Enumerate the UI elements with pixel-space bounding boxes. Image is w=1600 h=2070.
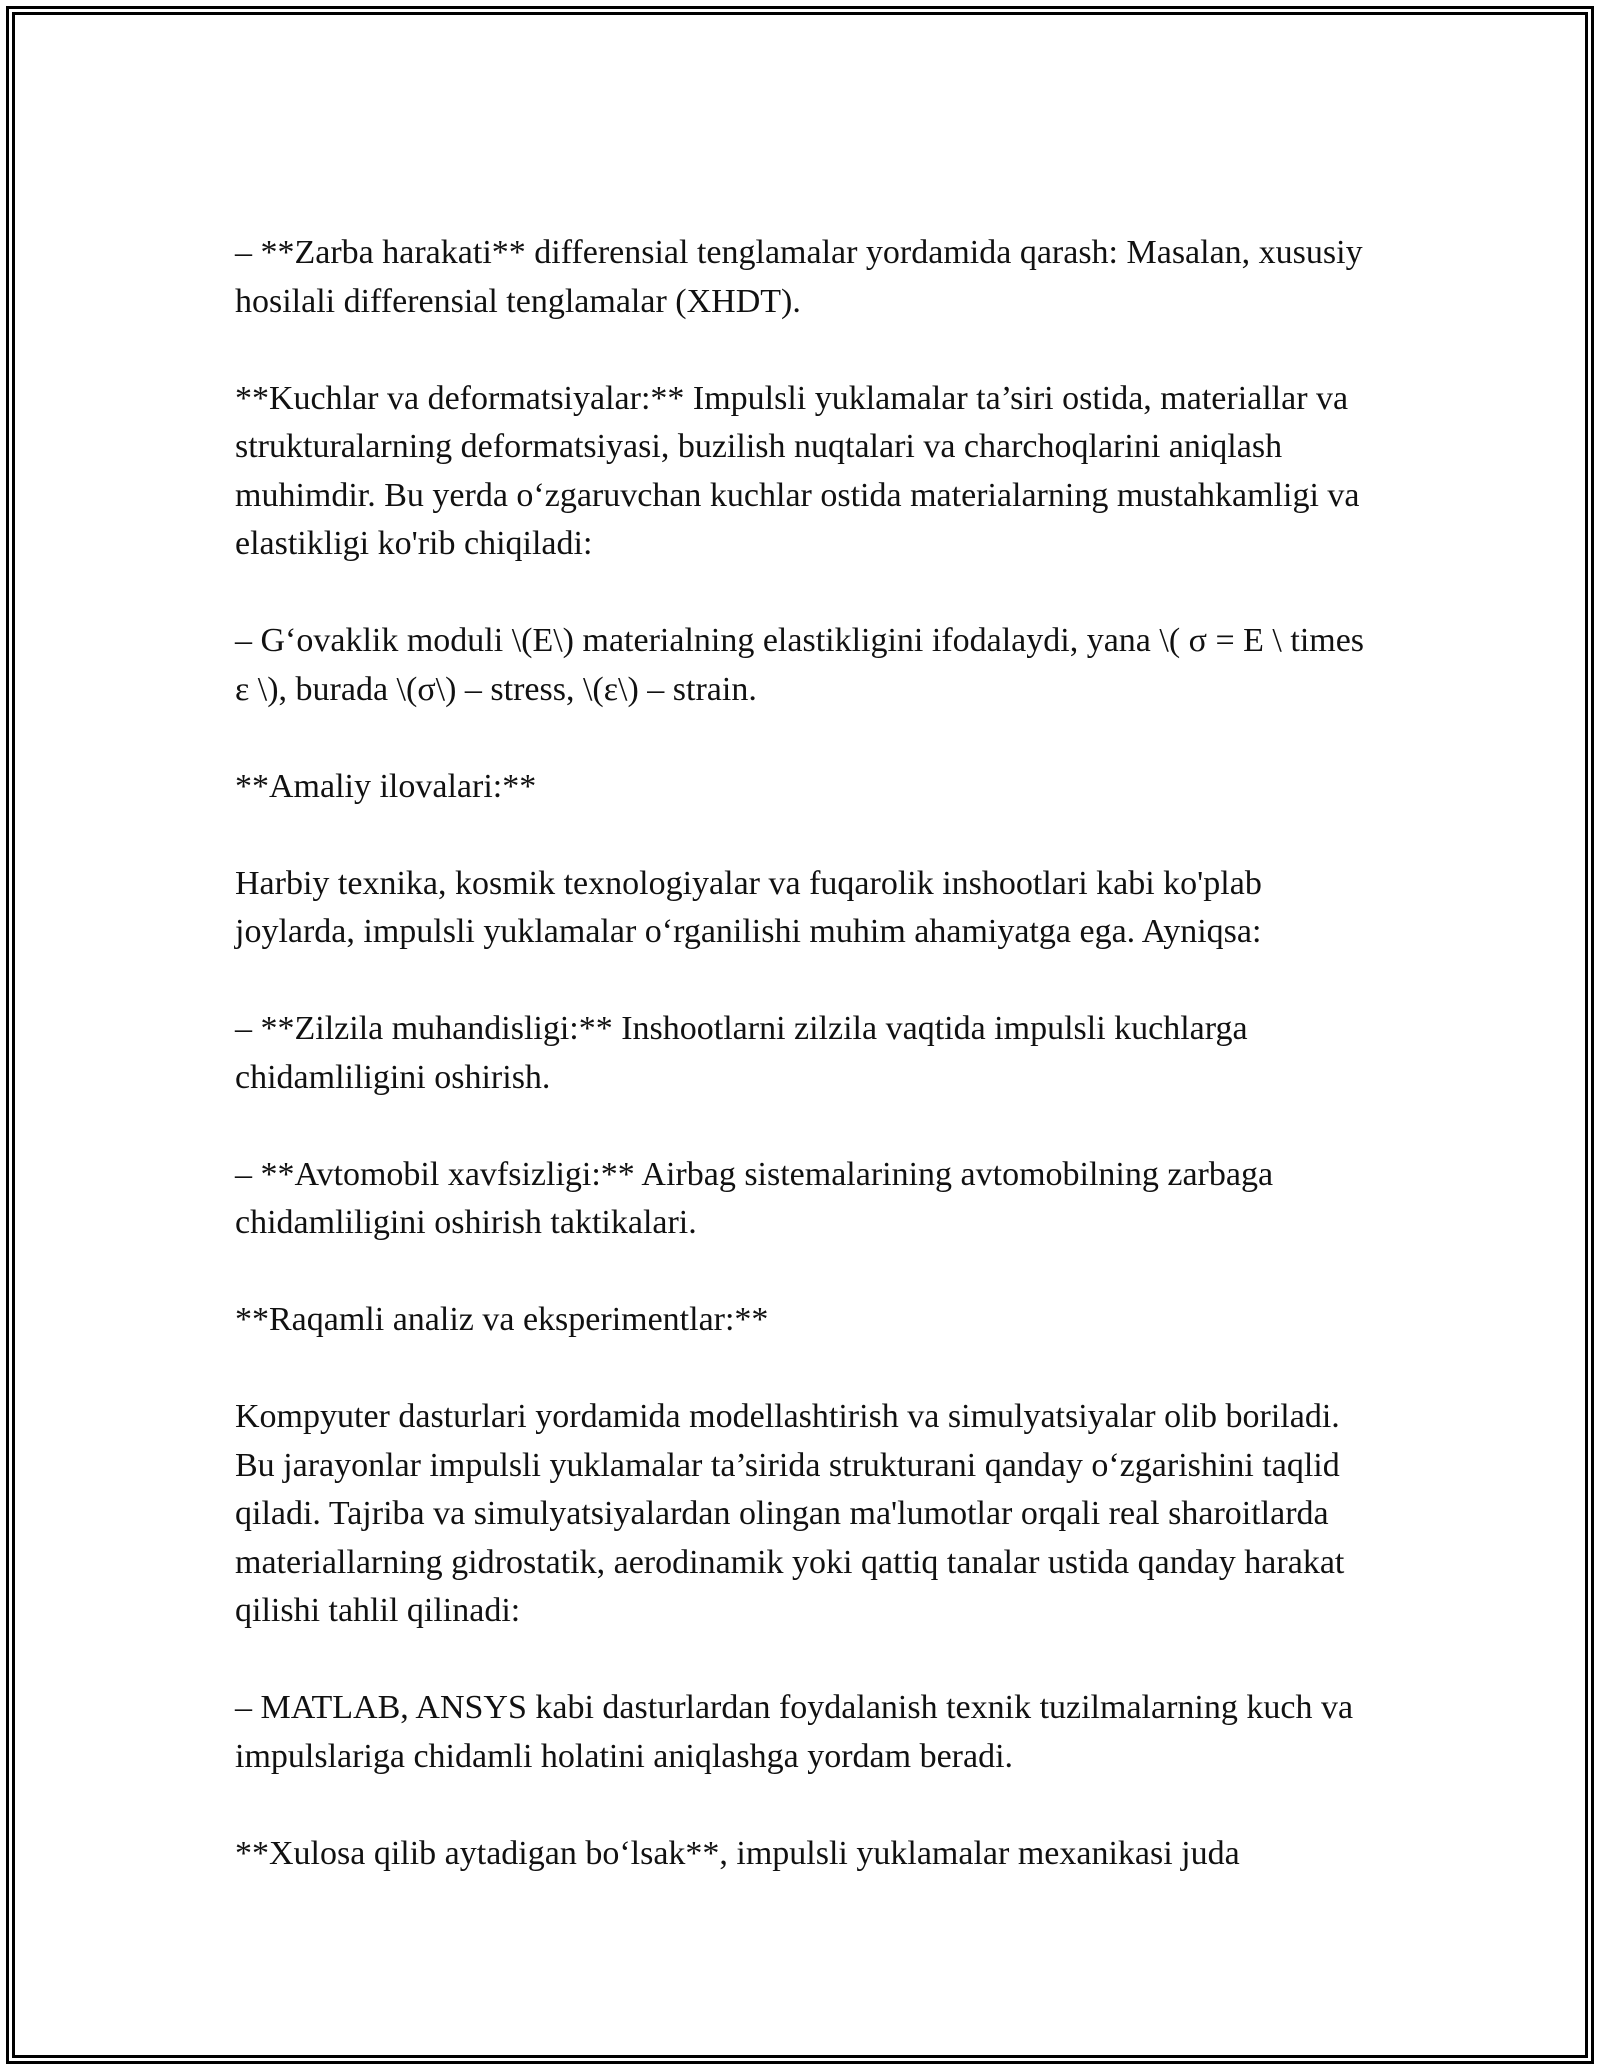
- paragraph-govaklik-moduli: – G‘ovaklik moduli \(E\) materialning elastikligini ifodalaydi, yana \( σ = E \ times ε \), burada \(σ\) – stress, \(ε\) – strain.: [235, 622, 1365, 708]
- paragraph-matlab-ansys: – MATLAB, ANSYS kabi dasturlardan foydalanish texnik tuzilmalarning kuch va impulslariga chidamli holatini aniqlashga yordam beradi.: [235, 1689, 1354, 1775]
- document-body: [235, 229, 1385, 1878]
- paragraph-kompyuter-dasturlari: Kompyuter dasturlari yordamida modellashtirish va simulyatsiyalar olib boriladi. Bu jarayonlar impulsli yuklamalar ta’sirida strukturani qanday o‘zgarishini taqlid qiladi. Tajriba va simulyatsiyalardan olingan ma'lumotlar orqali real sharoitlarda materiallarning gidrostatik, aerodinamik yoki qattiq tanalar ustida qanday harakat qilishi tahlil qilinadi:: [235, 1398, 1345, 1629]
- paragraph-xulosa: **Xulosa qilib aytadigan bo‘lsak**, impulsli yuklamalar mexanikasi juda: [235, 1834, 1240, 1872]
- paragraph-harbiy-texnika: Harbiy texnika, kosmik texnologiyalar va fuqarolik inshootlari kabi ko'plab joylarda, impulsli yuklamalar o‘rganilishi muhim ahamiyatga ega. Ayniqsa:: [235, 864, 1262, 950]
- paragraph-zilzila-muhandisligi: – **Zilzila muhandisligi:** Inshootlarni zilzila vaqtida impulsli kuchlarga chidamliligini oshirish.: [235, 1010, 1248, 1096]
- heading-amaliy-ilovalari: **Amaliy ilovalari:**: [235, 767, 537, 805]
- paragraph-zarba-harakati: – **Zarba harakati** differensial tenglamalar yordamida qarash: Masalan, xususiy hosilali differensial tenglamalar (XHDT).: [235, 234, 1363, 320]
- paragraph-avtomobil-xavfsizligi: – **Avtomobil xavfsizligi:** Airbag sistemalarining avtomobilning zarbaga chidamliligini oshirish taktikalari.: [235, 1155, 1274, 1241]
- heading-raqamli-analiz: **Raqamli analiz va eksperimentlar:**: [235, 1301, 769, 1338]
- paragraph-kuchlar-deformatsiyalar: **Kuchlar va deformatsiyalar:** Impulsli yuklamalar ta’siri ostida, materiallar va strukturalarning deformatsiyasi, buzilish nuqtalari va charchoqlarini aniqlash muhimdir. Bu yerda o‘zgaruvchan kuchlar ostida materialarning mustahkamligi va elastikligi ko'rib chiqiladi:: [235, 379, 1360, 562]
